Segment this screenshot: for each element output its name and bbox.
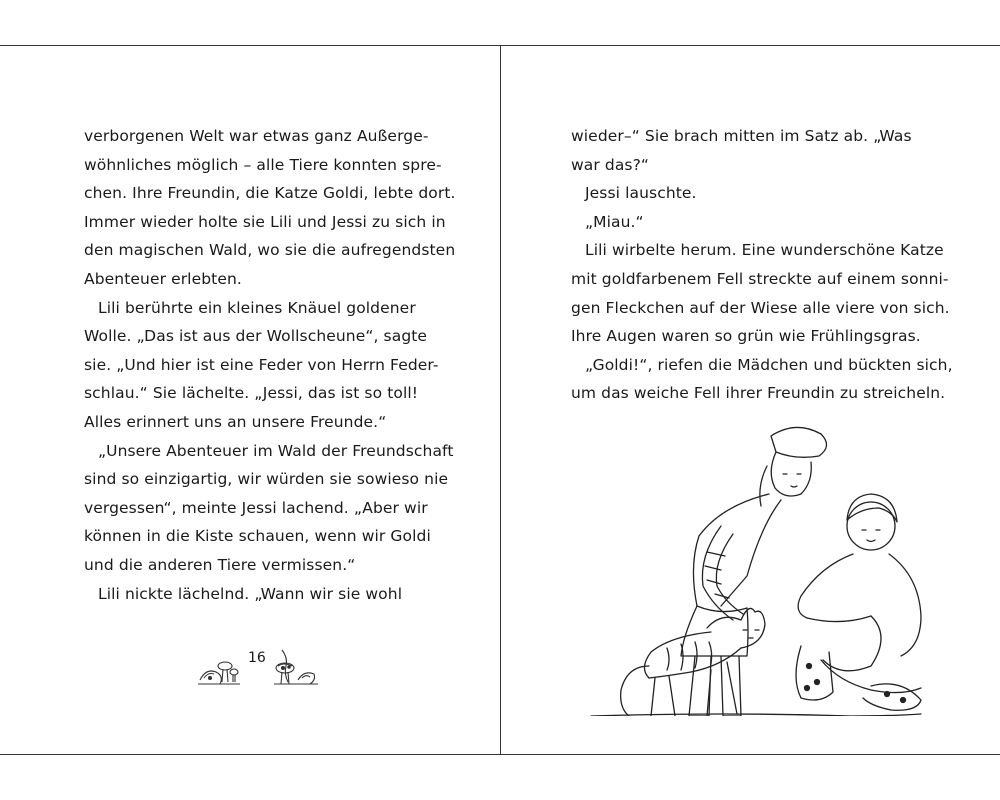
mushroom-ornament-icon <box>272 644 318 688</box>
text-line: Lili nickte lächelnd. „Wann wir sie wohl <box>98 584 403 603</box>
girls-with-cat-illustration <box>571 416 931 716</box>
text-line: Abenteuer erlebten. <box>84 269 242 288</box>
text-line: „Goldi!“, riefen die Mädchen und bückten sich, <box>585 355 953 374</box>
text-line: chen. Ihre Freundin, die Katze Goldi, lebte dort. <box>84 184 456 203</box>
book-spread <box>0 45 1000 755</box>
text-line: schlau.“ Sie lächelte. „Jessi, das ist so toll! <box>84 384 419 403</box>
text-line: „Unsere Abenteuer im Wald der Freundschaft <box>98 441 454 460</box>
left-page <box>0 46 500 754</box>
text-line: war das?“ <box>571 155 650 174</box>
text-line: mit goldfarbenem Fell streckte auf einem sonni- <box>571 269 949 288</box>
text-line: Lili wirbelte herum. Eine wunderschöne Katze <box>585 241 944 260</box>
text-line: wöhnliches möglich – alle Tiere konnten spre- <box>84 155 442 174</box>
text-line: sind so einzigartig, wir würden sie sowieso nie <box>84 470 449 489</box>
text-line: den magischen Wald, wo sie die aufregendsten <box>84 241 456 260</box>
text-line: Immer wieder holte sie Lili und Jessi zu sich in <box>84 212 446 231</box>
text-line: Lili berührte ein kleines Knäuel goldener <box>98 298 416 317</box>
right-page-text <box>571 122 953 408</box>
text-line: „Miau.“ <box>585 212 644 231</box>
text-line: Wolle. „Das ist aus der Wollscheune“, sagte <box>84 327 428 346</box>
text-line: können in die Kiste schauen, wenn wir Goldi <box>84 527 431 546</box>
right-page <box>501 46 1000 754</box>
text-line: Ihre Augen waren so grün wie Frühlingsgras. <box>571 327 921 346</box>
text-line: um das weiche Fell ihrer Freundin zu streicheln. <box>571 384 946 403</box>
text-line: wieder–“ Sie brach mitten im Satz ab. „Was <box>571 127 912 145</box>
left-page-text <box>84 122 456 608</box>
mushroom-ornament-icon <box>196 644 240 688</box>
text-line: Jessi lauschte. <box>585 184 697 203</box>
text-line: sie. „Und hier ist eine Feder von Herrn Feder- <box>84 355 439 374</box>
text-line: verborgenen Welt war etwas ganz Außerge- <box>84 127 429 145</box>
page-number: 16 <box>248 650 266 666</box>
page-footer <box>196 644 326 688</box>
text-line: vergessen“, meinte Jessi lachend. „Aber wir <box>84 498 428 517</box>
text-line: gen Fleckchen auf der Wiese alle viere von sich. <box>571 298 950 317</box>
text-line: Alles erinnert uns an unsere Freunde.“ <box>84 412 387 431</box>
text-line: und die anderen Tiere vermissen.“ <box>84 555 356 574</box>
